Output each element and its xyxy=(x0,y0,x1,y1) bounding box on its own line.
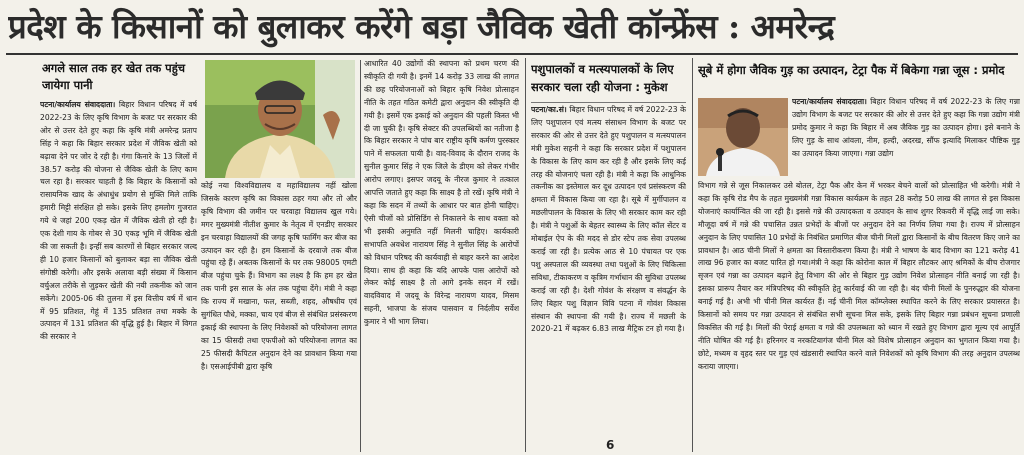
agriculture-minister-photo xyxy=(205,60,355,178)
story3-col-top xyxy=(792,96,1020,182)
story1-subhead: अगले साल तक हर खेत तक पहुंच जायेगा पानी xyxy=(42,61,186,92)
story1-col3: आधारित 40 उद्योगों की स्थापना को प्रथम चरण की स्वीकृति दी गयी है। इनमें 14 करोड़ 33 लाख की लागत की छह परियोजनाओं को बिहार कृषि निवेश प्रोत्साहन नीति के तहत गठित कमेटी द्वारा अनुदान की स्वीकृति दी गयी है। इसमें एक इकाई को अनुदान की पहली किस्त भी दी जा चुकी है। कृषि सेक्टर की उपलब्धियों का नतीजा है कि बिहार सरकार ने पांच बार राष्ट्रीय कृषि कर्मण पुरस्कार पाने में सफलता पायी है। वाद-विवाद के दौरान राजद के सुनील कुमार सिंह ने एक जिले के डीएम को लेकर गंभीर आरोप लगाए। इसपर जदयू के नीरज कुमार ने तत्काल आपत्ति जताते हुए कहा कि साक्ष्य है तो रखें। कृषि मंत्री ने कहा कि सदन में तथ्यों के आधार पर बात होनी चाहिए। ऐसी चीजों को प्रोसिडिंग से निकालने के साथ वक्ता को भी इसकी अनुमति नहीं मिलनी चाहिए। कार्यकारी सभापति अवधेश नारायण सिंह ने सुनील सिंह के आरोपों को विधान परिषद की कार्यवाही से बाहर करने का आदेश दिया। साथ ही कहा कि यदि आपके पास आरोपों को लेकर कोई साक्ष्य है तो आगे इनके सदन में रखें। वादविवाद में जदयू के विरेन्द्र नारायण यादव, मिसम सहनी, भाजपा के संजय पासवान व निर्दलीय सर्वेश कुमार ने भी भाग लिया। xyxy=(364,59,519,327)
column-divider xyxy=(525,58,526,452)
story3-body: विभाग गन्ने से जूस निकालकर उसे बोतल, टेट्रा पैक और केन में भरकर बेचने वालों को प्रोत्साहित भी करेगी। मंत्री ने कहा कि कृषि रोड मैप के तहत मुख्यमंत्री गन्ना विकास कार्यक्रम के तहत 28 करोड़ 50 लाख की लागत से इस विकास योजनाएं कार्यान्वित की जा रही है। इससे गन्ने की उत्पादकता व उत्पादन के साथ शुगर रिकवरी में वृद्धि लाई जा सके। मौजूदा वर्ष में गन्ने की पचासित उन्नत प्रभेदों के बीजों पर अनुदान देने का निर्णय लिया गया है। राज्य में प्रोत्साहन अनुदान के लिए पचासित 10 प्रभेदों के निबंधित प्रमाणित बीज चीनी मिलों द्वारा किसानों के बीच वितरण किए जाने का प्रावधान है। आठ चीनी मिलों ने क्षमता का विस्तारीकरण किया है। मंत्री ने भाषण के बाद विभाग का 121 करोड़ 41 लाख 96 हजार का बजट पारित हो गया।मंत्री ने कहा कि कोरोना काल में बिहार लौटकर आए श्रमिकों के बीच रोजगार सृजन एवं गन्ना का उत्पादन बढ़ाने हेतु विभाग की ओर से बिहार गुड़ उद्योग निवेश प्रोत्साहन नीति बनाई जा रही है। इसका प्रारूप तैयार कर मंत्रिपरिषद की स्वीकृति हेतु कार्रवाई की जा रही है। बंद चीनी मिलों के पुनरुद्धार की योजना बनाई गई है। अभी भी चीनी मिल कार्यरत हैं। नई चीनी मिल कॉम्प्लेक्स स्थापित करने के लिए सरकार प्रयासरत है। किसानों को समय पर गन्ना उत्पादन से संबंधित सभी सूचना मिल सके, इसके लिए बिहार गन्ना प्रबंधन सूचना प्रणाली विकसित की गई है। मिलों की पेराई क्षमता व गन्ने की उपलब्धता को ध्यान में रखते हुए विभाग द्वारा मूल्य एवं आपूर्ति नीति घोषित की गई है। हरिनगर व नरकटियागंज चीनी मिल को विशेष प्रोत्साहन अनुदान का भुगतान किया गया है। छोटे, मध्यम व वृहद स्तर पर गुड़ एवं खंडसारी स्थापित करने वाले निवेशकों को कृषि विभाग की तरह अनुदान उपलब्ध कराया जाएगा। xyxy=(698,181,1020,371)
story1-col2: कोई नया विश्वविद्यालय व महाविद्यालय नहीं खोला जिसके कारण कृषि का विकास ठहर गया और तो और कृषि विभाग की जमीन पर चरवाहा विद्यालय खुल गये। मगर मुख्यमंत्री नीतीश कुमार के नेतृत्व में एनडीए सरकार इन चरवाहा विद्यालयों की जगह कृषि फार्मिंग कर बीज का उत्पादन कर रही है। हम किसानों के दरवाजे तक बीज पहुंचा रहे हैं। अबतक किसानों के घर तक 98005 एमटी बीज पहुंचा चुके हैं। विभाग का लक्ष्य है कि हम हर खेत तक पानी इस साल के अंत तक पहुंचा देंगे। मंत्री ने कहा कि राज्य में मखाना, फल, सब्जी, शहद, औषधीय एवं सुगंधित पौधे, मक्का, चाय एवं बीज से संबंधित प्रसंस्करण इकाई की स्थापना के लिए निवेशकों को परियोजना लागत का 15 फीसदी तथा एफपीओ को परियोजना लागत का 25 फीसदी कैपिटल अनुदान देने का प्रावधान किया गया है। एसआईपीबी द्वारा कृषि xyxy=(201,181,357,371)
column-divider xyxy=(360,60,361,452)
story2-byline: पटना/का.सं। xyxy=(531,105,567,114)
page-number: 6 xyxy=(606,438,615,452)
story3-top-text: बिहार विधान परिषद में वर्ष 2022-23 के लिए गन्ना उद्योग विभाग के बजट पर सरकार की ओर से उत्तर देते हुए कहा कि गन्ना उद्योग मंत्री प्रमोद कुमार ने कहा कि बिहार में अब जैविक गुड़ का उत्पादन होगा। इसे बनाने के लिए गुड़ के साथ आंवला, नीम, हल्दी, अदरख, सौंफ इत्यादि मिलाकर पौष्टिक गुड़ का उत्पादन किया जाएगा। गन्ना उद्योग xyxy=(792,97,1020,158)
story3-byline: पटना/कार्यालय संवाददाता। xyxy=(792,97,867,106)
story2-text: बिहार विधान परिषद में वर्ष 2022-23 के लिए पशुपालन एवं मत्स्य संसाधन विभाग के बजट पर सरकार की ओर से उत्तर देते हुए पशुपालन व मत्स्यपालन मंत्री मुकेश सहनी ने कहा कि सरकार प्रदेश में पशुपालन के विकास के लिए काम कर रही है और इसके लिए कई तरह की योजनाएं चला रही है। मंत्री ने कहा कि आधुनिक तकनीक का इस्तेमाल कर दूध उत्पादन एवं प्रसंस्करण की क्षमता में विकास किया जा रहा है। सूबे में मुर्गीपालन व मछलीपालन के विकास के लिए भी सरकार काम कर रही है। मंत्री ने पशुओं के बेहतर स्वास्थ्य के लिए कॉल सेंटर व मोबाईल ऐप के की मदद से डोर स्टेप तक सेवा उपलब्ध कराई जा रही है। प्रत्येक आठ से 10 पंचायत पर एक पशु अस्पताल की व्यवस्था तथा पशुओं के लिए चिकित्सा सविधा, टीकाकरण व कृत्रिम गर्भाधान की सुविधा उपलब्ध कराई जा रही है। देशी गोवंश के संरक्षण व संवर्द्धन के लिए बिहार पशु विज्ञान विवि पटना में गोवंश विकास संस्थान की स्थापना की गयी है। राज्य में मछली के 2020-21 में बढ़कर 6.83 लाख मैट्रिक टन हो गया है। xyxy=(531,105,686,334)
sugarcane-minister-photo xyxy=(698,98,788,176)
story1-col1 xyxy=(40,99,197,451)
story1-col1-text: बिहार विधान परिषद में वर्ष 2022-23 के लिए कृषि विभाग के बजट पर सरकार की ओर से उत्तर देते हुए कहा कि कृषि मंत्री अमरेन्द्र प्रताप सिंह ने कहा कि बिहार सरकार प्रदेश में जैविक खेती को बढ़ावा देने पर जोर दे रही है। गंगा किनारे के 13 जिलों में 38.57 करोड़ की योजना से जैविक खेती के लिए काम चल रहा है। सरकार चाहती है कि बिहार के किसानों को रासायनिक खाद के अंधाधुंध प्रयोग से मुक्ति मिले ताकि हमारी मिट्टी संरक्षित हो सके। इसके लिए हमलोग गुजरात गये थे जहां 200 एकड़ खेत में जैविक खेती हो रही है। एक देशी गाय के गोबर से 30 एकड़ भूमि में जैविक खेती की जा सकती है। इन्हीं सब कारणों से बिहार सरकार जल्द ही 10 हजार किसानों को बुलाकर बड़ा सा जैविक खेती संगोष्ठी करेगी। और इसके अलावा बड़ी संख्या में किसान वर्चुअल तरीके से जुड़कर खेती की नयी तकनीक को जान सकेंगे। 2005-06 की तुलना में इस वित्तीय वर्ष में धान में 95 प्रतिशत, गेहूं में 135 प्रतिशत तथा मक्के के उत्पादन में 131 प्रतिशत की वृद्धि हुई है। बिहार में विगत की सरकार ने xyxy=(40,100,197,342)
story2-body xyxy=(531,104,686,439)
page-headline: प्रदेश के किसानों को बुलाकर करेंगे बड़ा जैविक खेती कॉन्फ्रेंस : अमरेन्द्र xyxy=(8,7,835,46)
column-divider xyxy=(692,58,693,452)
story3-subhead: सूबे में होगा जैविक गुड़ का उत्पादन, टेट्रा पैक में बिकेगा गन्ना जूस : प्रमोद xyxy=(698,63,1005,77)
headline-rule xyxy=(6,53,1018,55)
story1-byline: पटना/कार्यालय संवाददाता। xyxy=(40,100,116,109)
story2-subhead: पशुपालकों व मत्स्यपालकों के लिए सरकार चला रही योजना : मुकेश xyxy=(531,62,674,94)
story2-rule xyxy=(531,102,686,103)
